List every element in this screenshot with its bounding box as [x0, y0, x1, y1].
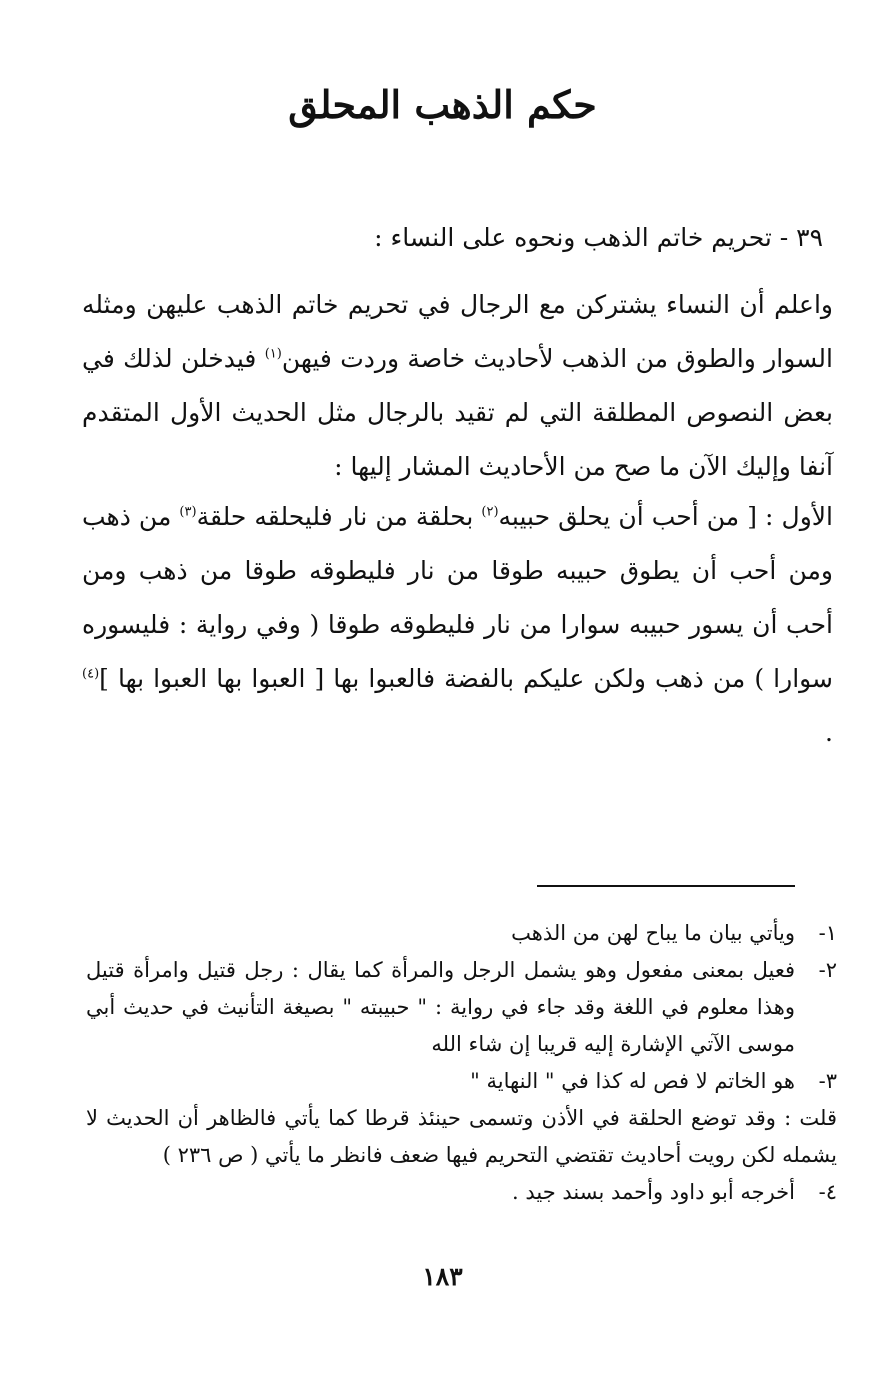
footnote-divider — [537, 885, 795, 887]
page-number: ١٨٣ — [422, 1262, 463, 1291]
section-heading: ٣٩ - تحريم خاتم الذهب ونحوه على النساء : — [374, 223, 823, 252]
footnote-text: فعيل بمعنى مفعول وهو يشمل الرجل والمرأة كما يقال : رجل قتيل وامرأة قتيل وهذا معلوم في اللغة وقد جاء في رواية : " حبيبته " بصيغة التأنيث في حديث أبي موسى الآتي الإشارة إليه قريبا إن شاء الله — [86, 958, 795, 1056]
footnote-ref-2: (٢) — [481, 504, 499, 520]
footnote-ref-3: (٣) — [179, 504, 197, 520]
paragraph-1-text-b: فيدخلن لذلك في بعض النصوص المطلقة التي لم تقيد بالرجال مثل الحديث الأول المتقدم آنفا وإليك الآن ما صح من الأحاديث المشار إليها : — [82, 344, 833, 481]
footnote-ref-4: (٤) — [82, 666, 100, 682]
paragraph-2-hadith — [82, 490, 833, 760]
paragraph-2-text-b: بحلقة من نار فليحلقه حلقة — [196, 502, 482, 531]
footnotes-section — [86, 915, 837, 1211]
footnote-3 — [86, 1063, 837, 1100]
footnote-text: هو الخاتم لا فص له كذا في " النهاية " — [470, 1069, 795, 1093]
paragraph-2-text-d: . — [825, 718, 833, 747]
footnote-number: ٣- — [818, 1069, 837, 1093]
footnote-2 — [86, 952, 837, 1063]
footnote-number: ٤- — [818, 1180, 837, 1204]
footnote-1 — [86, 915, 837, 952]
footnote-number: ١- — [818, 921, 837, 945]
paragraph-2-text-c: من ذهب ومن أحب أن يطوق حبيبه طوقا من نار فليطوقه طوقا من ذهب ومن أحب أن يسور حبيبه سوارا من نار فليطوقه طوقا ( وفي رواية : فليسوره سوارا ) من ذهب ولكن عليكم بالفضة فالعبوا بها [ العبوا بها العبوا بها ] — [82, 502, 833, 693]
paragraph-1 — [82, 278, 833, 494]
footnote-number: ٢- — [818, 958, 837, 982]
footnote-ref-1: (١) — [264, 346, 282, 362]
footnote-3-remark: قلت : وقد توضع الحلقة في الأذن وتسمى حينئذ قرطا كما يأتي فالظاهر أن الحديث لا يشمله لكن رويت أحاديث تقتضي التحريم فيها ضعف فانظر ما يأتي ( ص ٢٣٦ ) — [86, 1106, 837, 1167]
paragraph-1-text-a: واعلم أن النساء يشتركن مع الرجال في تحريم خاتم الذهب عليهن ومثله السوار والطوق من الذهب لأحاديث خاصة وردت فيهن — [82, 290, 833, 373]
footnote-4 — [86, 1174, 837, 1211]
footnote-text: أخرجه أبو داود وأحمد بسند جيد . — [512, 1180, 795, 1204]
chapter-title: حكم الذهب المحلق — [288, 82, 597, 127]
paragraph-2-text-a: الأول : [ من أحب أن يحلق حبيبه — [498, 502, 833, 531]
footnote-text: ويأتي بيان ما يباح لهن من الذهب — [511, 921, 795, 945]
